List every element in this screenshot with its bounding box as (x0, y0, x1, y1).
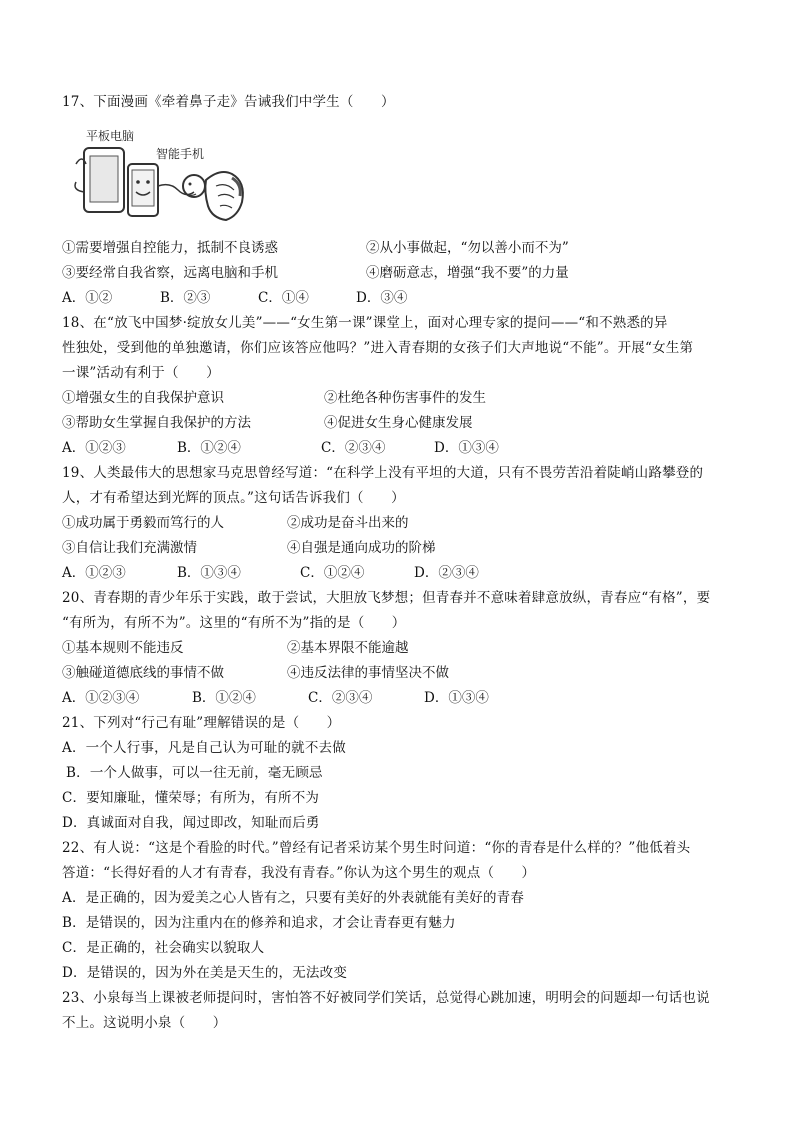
q18-stem-line2: 性独处，受到他的单独邀请，你们应该答应他吗？”进入青春期的女孩子们大声地说“不能”。开展“女生第 (62, 340, 694, 356)
q18-options-row2 (62, 414, 742, 432)
q18-stem-line3: 一课”活动有利于（ ） (62, 365, 220, 381)
rope-drawing (158, 185, 194, 195)
q19-stem-line2: 人，才有希望达到光辉的顶点。”这句话告诉我们（ ） (62, 490, 405, 506)
q20-option-4: ④违反法律的事情坚决不做 (287, 665, 449, 681)
q20-option-1: ①基本规则不能违反 (62, 640, 184, 656)
q20-stem-line2: “有所为，有所不为”。这里的“有所不为”指的是（ ） (62, 615, 406, 631)
q18-option-3: ③帮助女生掌握自我保护的方法 (62, 415, 251, 431)
q19-option-4: ④自强是通向成功的阶梯 (287, 540, 436, 556)
q19-choice-d: D．②③④ (414, 565, 479, 581)
q19-choice-c: C．①②④ (300, 565, 365, 581)
q18-choices (62, 439, 742, 457)
q17-options-row2 (62, 264, 742, 282)
q19-options-row2 (62, 539, 742, 557)
q20-option-2: ②基本界限不能逾越 (287, 640, 409, 656)
q20-choice-d: D．①③④ (424, 690, 489, 706)
q19-options-row1 (62, 514, 742, 532)
q18-option-4: ④促进女生身心健康发展 (324, 415, 473, 431)
q22-option-c: C．是正确的，社会确实以貌取人 (62, 940, 265, 956)
student-body-drawing (205, 172, 243, 220)
q19-choice-b: B．①③④ (177, 565, 241, 581)
q18-choice-d: D．①③④ (434, 440, 499, 456)
q17-option-3: ③要经常自我省察，远离电脑和手机 (62, 265, 278, 281)
q20-options-row2 (62, 664, 742, 682)
q18-choice-a: A．①②③ (62, 440, 126, 456)
q23-stem-line2: 不上。这说明小泉（ ） (62, 1015, 227, 1031)
q19-option-3: ③自信让我们充满激情 (62, 540, 197, 556)
cartoon-image (70, 124, 270, 224)
q17-option-4: ④磨砺意志，增强“我不要”的力量 (366, 265, 569, 281)
q21-stem: 21、下列对“行己有耻”理解错误的是（ ） (62, 715, 341, 731)
q17-choices (62, 289, 742, 307)
cartoon-label-phone: 智能手机 (156, 147, 205, 161)
q19-choice-a: A．①②③ (62, 565, 126, 581)
q23-stem-line1: 23、小泉每当上课被老师提问时，害怕答不好被同学们笑话，总觉得心跳加速，明明会的问题却一句话也说 (62, 990, 710, 1006)
q19-option-1: ①成功属于勇毅而笃行的人 (62, 515, 224, 531)
q20-choice-b: B．①②④ (192, 690, 256, 706)
q22-option-b: B．是错误的，因为注重内在的修养和追求，才会让青春更有魅力 (62, 915, 456, 931)
q18-stem-line1: 18、在“放飞中国梦·绽放女儿美”——“女生第一课”课堂上，面对心理专家的提问——“和不熟悉的异 (62, 315, 668, 331)
q19-option-2: ②成功是奋斗出来的 (287, 515, 409, 531)
q17-option-1: ①需要增强自控能力，抵制不良诱惑 (62, 240, 278, 256)
q18-choice-c: C．②③④ (321, 440, 386, 456)
q18-options-row1 (62, 389, 742, 407)
q18-option-1: ①增强女生的自我保护意识 (62, 390, 224, 406)
q20-options-row1 (62, 639, 742, 657)
q20-choice-a: A．①②③④ (62, 690, 140, 706)
q20-choices (62, 689, 742, 707)
q22-stem-line2: 答道：“长得好看的人才有青春，我没有青春。”你认为这个男生的观点（ ） (62, 865, 536, 881)
q17-choice-d: D．③④ (356, 290, 408, 306)
q18-option-2: ②杜绝各种伤害事件的发生 (324, 390, 486, 406)
q21-option-d: D．真诚面对自我，闻过即改，知耻而后勇 (62, 815, 320, 831)
q18-choice-b: B．①②④ (177, 440, 241, 456)
q20-choice-c: C．②③④ (308, 690, 373, 706)
q17-option-2: ②从小事做起，“勿以善小而不为” (366, 240, 569, 256)
q19-choices (62, 564, 742, 582)
q17-choice-c: C．①④ (258, 290, 309, 306)
q20-stem-line1: 20、青春期的青少年乐于实践，敢于尝试，大胆放飞梦想；但青春并不意味着肆意放纵，青春应“有格”，要 (62, 590, 711, 606)
q17-stem: 17、下面漫画《牵着鼻子走》告诫我们中学生（ ） (62, 94, 395, 110)
cartoon-label-tablet: 平板电脑 (86, 129, 135, 143)
q22-stem-line1: 22、有人说：“这是个看脸的时代。”曾经有记者采访某个男生时问道：“你的青春是什么样的？”他低着头 (62, 840, 691, 856)
q17-choice-a: A．①② (62, 290, 113, 306)
q22-option-a: A．是正确的，因为爱美之心人皆有之，只要有美好的外表就能有美好的青春 (62, 890, 525, 906)
q19-stem-line1: 19、人类最伟大的思想家马克思曾经写道：“在科学上没有平坦的大道，只有不畏劳苦沿着陡峭山路攀登的 (62, 465, 704, 481)
q17-choice-b: B．②③ (160, 290, 211, 306)
q21-option-a: A．一个人行事，凡是自己认为可耻的就不去做 (62, 740, 346, 756)
q20-option-3: ③触碰道德底线的事情不做 (62, 665, 224, 681)
q21-option-b: B．一个人做事，可以一往无前，毫无顾忌 (66, 765, 323, 781)
q17-options-row1 (62, 239, 742, 257)
q21-option-c: C．要知廉耻，懂荣辱；有所为，有所不为 (62, 790, 320, 806)
q22-option-d: D．是错误的，因为外在美是天生的，无法改变 (62, 965, 348, 981)
